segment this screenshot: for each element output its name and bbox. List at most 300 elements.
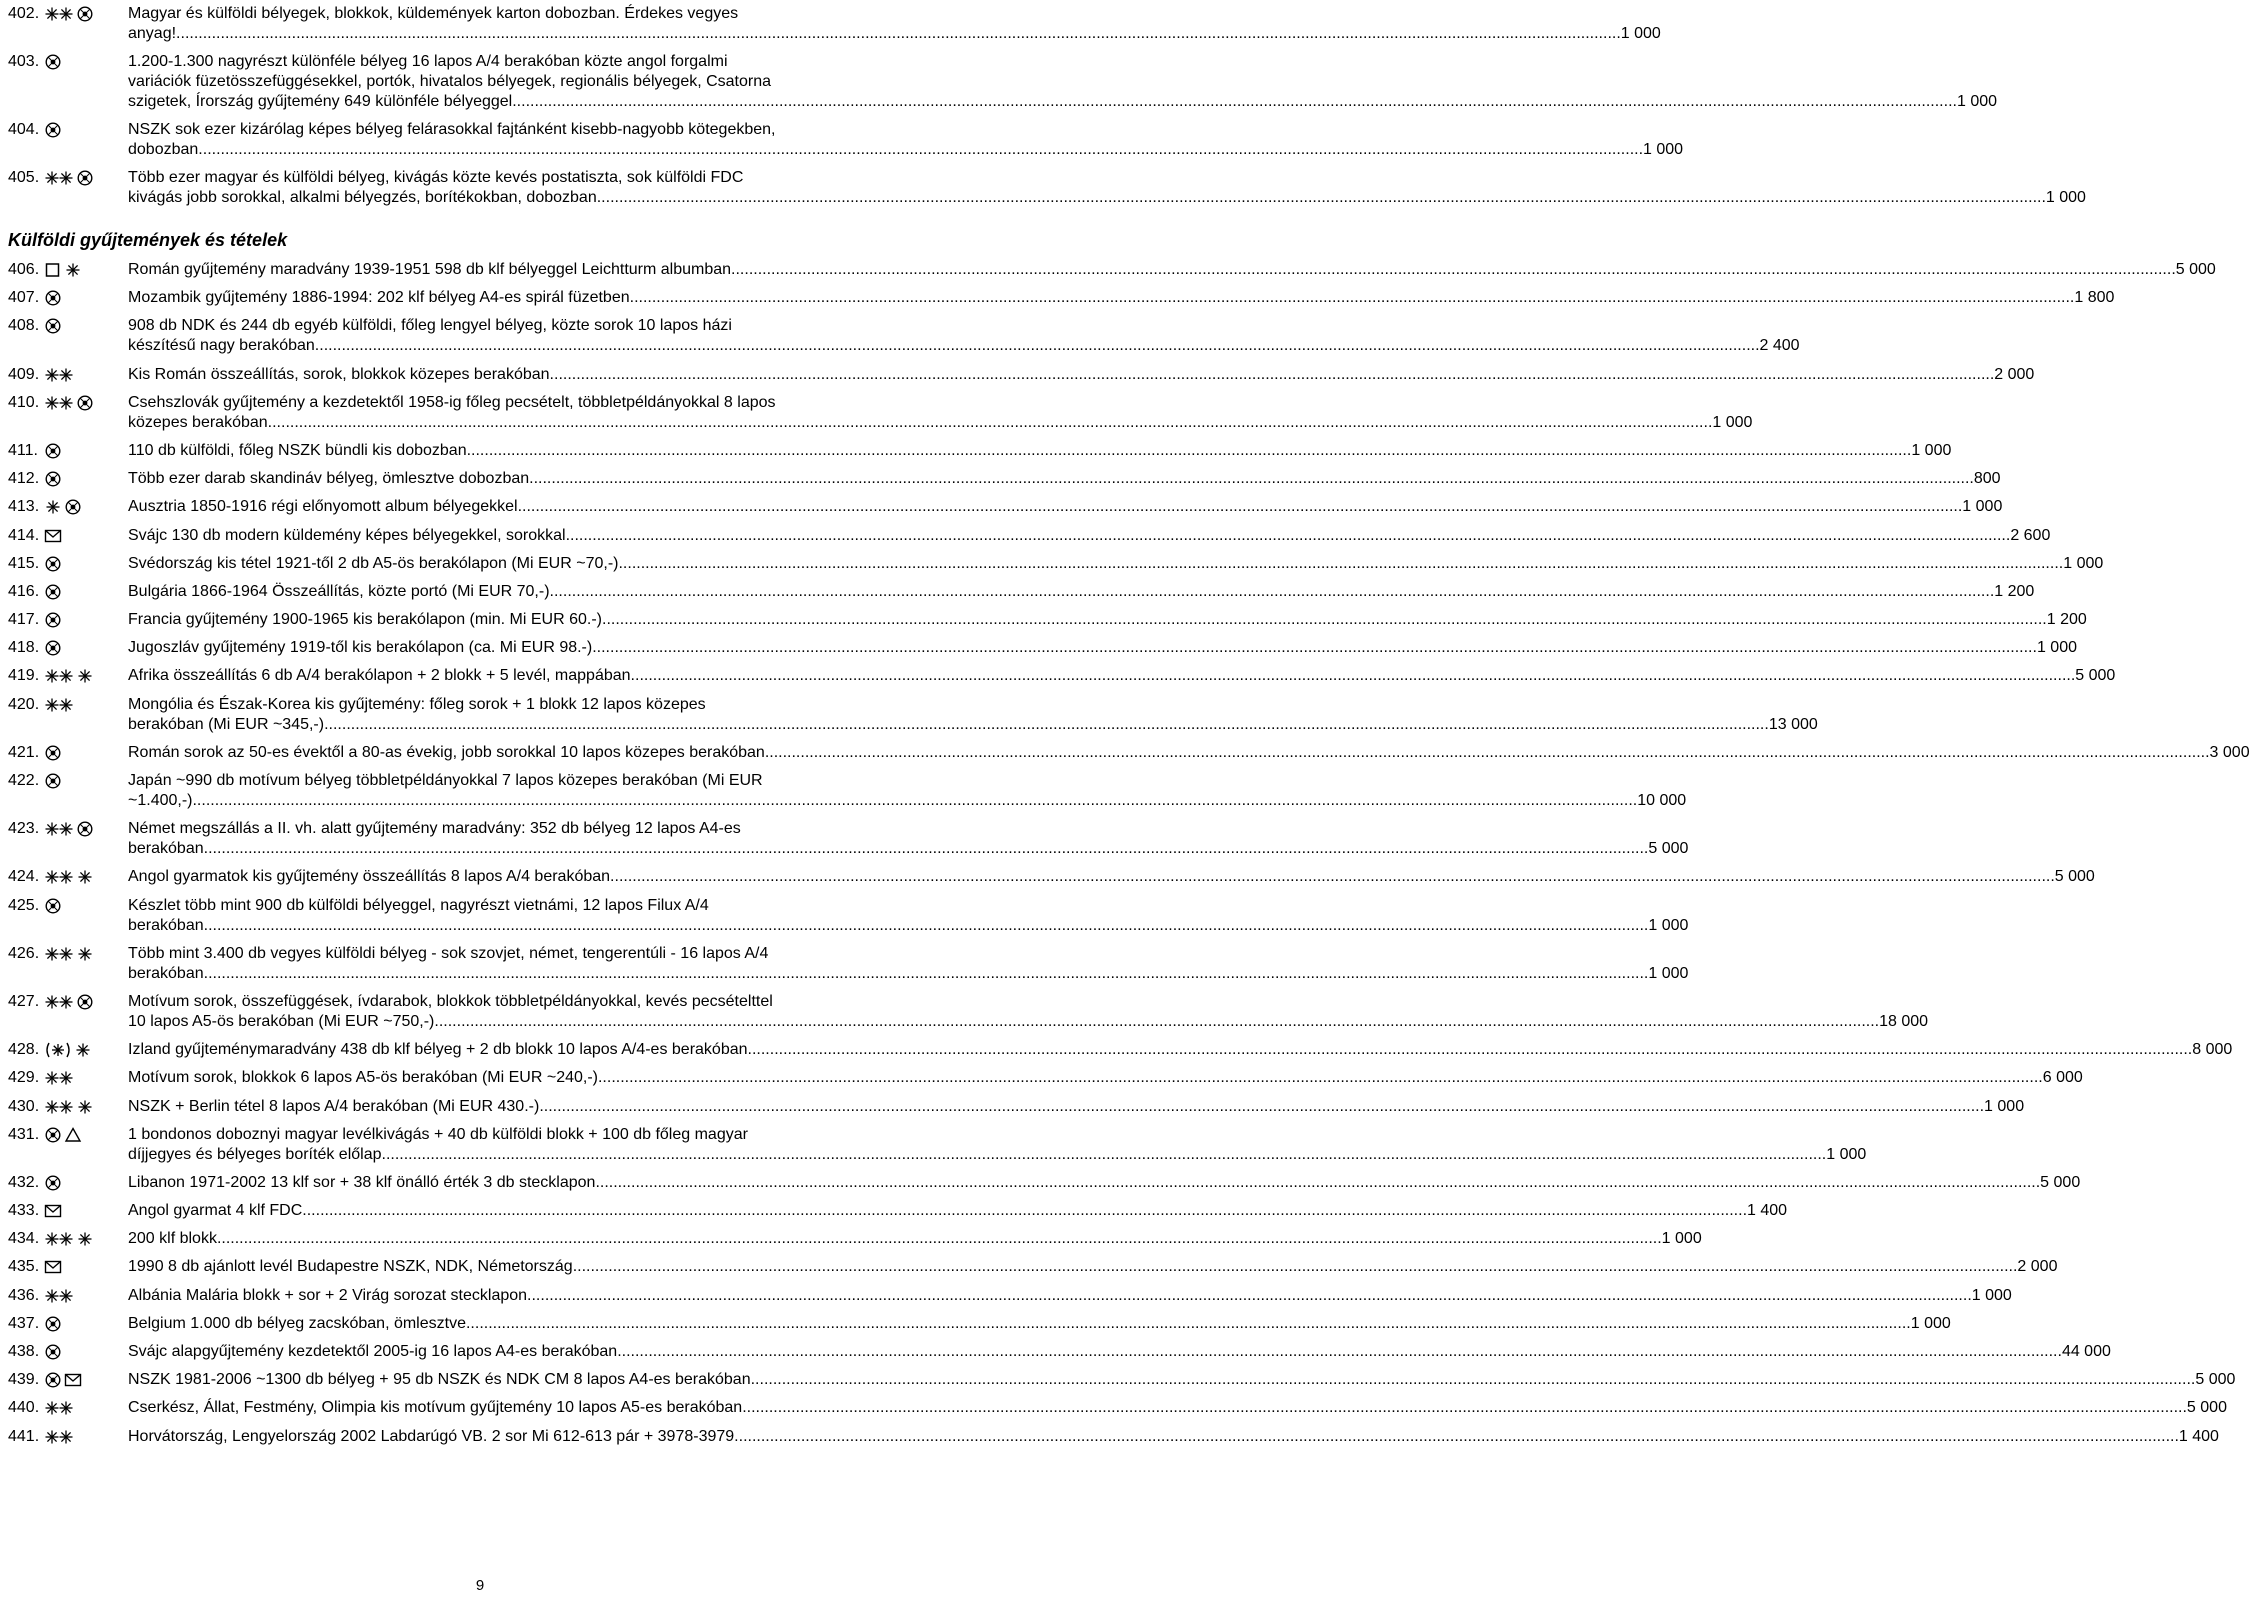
- lot-condition-symbols: [44, 441, 128, 461]
- lot-item: [8, 1342, 2111, 1362]
- lot-description: [128, 4, 1661, 44]
- lot-condition-symbols: [44, 1068, 128, 1088]
- envelope-icon: [44, 527, 62, 545]
- lot-item: [8, 1398, 2227, 1418]
- lot-price: 1 000: [1648, 964, 1689, 982]
- lot-condition-symbols: [44, 526, 128, 546]
- lot-description-last-line: kivágás jobb sorokkal, alkalmi bélyegzés, borítékokban, dobozban.: [128, 189, 602, 206]
- lot-number: 410.: [8, 393, 40, 411]
- lot-item: [8, 52, 1998, 112]
- lot-condition-symbols: [44, 554, 128, 574]
- lot-item: [8, 260, 2216, 280]
- leader-dots: [324, 715, 1769, 735]
- lot-description-last-line: Svédország kis tétel 1921-től 2 db A5-ös berakólapon (Mi EUR ~70,-): [128, 554, 619, 572]
- lot-description-last-line: Román gyűjtemény maradvány 1939-1951 598 db klf bélyeggel Leichtturm albumban: [128, 261, 732, 278]
- lot-condition-symbols: [44, 1229, 128, 1249]
- lot-price: 5 000: [1648, 840, 1689, 858]
- lot-condition-symbols: [44, 1257, 128, 1277]
- lot-description-line: NSZK sok ezer kizárólag képes bélyeg felárasokkal fajtánként kisebb-nagyobb kötegekben,: [128, 121, 776, 138]
- leader-dots: [198, 140, 1643, 160]
- lot-description-last-line: Libanon 1971-2002 13 klf sor + 38 klf önálló érték 3 db stecklapon: [128, 1173, 596, 1191]
- lot-item: [8, 867, 2095, 887]
- leader-dots: [631, 666, 2076, 686]
- lot-item: [8, 666, 2116, 686]
- lot-description-last-line: Izland gyűjteménymaradvány 438 db klf bélyeg + 2 db blokk 10 lapos A/4-es berakóban: [128, 1041, 748, 1059]
- lot-condition-symbols: [44, 1125, 128, 1145]
- lot-description: [128, 1125, 1866, 1165]
- lot-price: 1 400: [1747, 1202, 1788, 1220]
- lot-description-line: Mongólia és Észak-Korea kis gyűjtemény: főleg sorok + 1 blokk 12 lapos közepes: [128, 695, 706, 713]
- envelope-icon: [64, 1371, 82, 1389]
- leader-dots: [466, 1314, 1911, 1334]
- lot-condition-symbols: [44, 4, 128, 24]
- lot-description: [128, 867, 2095, 887]
- lot-item: [8, 1229, 1702, 1249]
- lot-description-last-line: berakóban (Mi EUR ~345,-): [128, 715, 325, 733]
- circle-icon: [44, 1371, 62, 1389]
- square-icon: [44, 261, 62, 279]
- lot-description-last-line: NSZK + Berlin tétel 8 lapos A/4 berakóban (Mi EUR 430.-): [128, 1097, 540, 1115]
- leader-dots: [382, 1145, 1827, 1165]
- lot-number: 425.: [8, 896, 40, 914]
- lot-price: 5 000: [2040, 1173, 2081, 1191]
- lot-description-last-line: díjjegyes és bélyeges boríték előlap: [128, 1145, 382, 1163]
- lot-description: [128, 638, 2077, 658]
- lot-item: [8, 1201, 1788, 1221]
- lot-description: [128, 610, 2087, 630]
- lot-description-last-line: Angol gyarmat 4 klf FDC: [128, 1202, 303, 1220]
- lot-condition-symbols: [44, 1342, 128, 1362]
- lot-number: 437.: [8, 1314, 40, 1332]
- lot-condition-symbols: [44, 1314, 128, 1334]
- lot-description: [128, 260, 2216, 280]
- stars-icon: [44, 667, 74, 685]
- leader-dots: [595, 1173, 2040, 1193]
- leader-dots: [434, 1012, 1879, 1032]
- lot-price: 1 000: [1910, 1314, 1951, 1332]
- lot-price: 10 000: [1637, 792, 1687, 809]
- lot-condition-symbols: [44, 497, 128, 517]
- lot-number: 408.: [8, 317, 40, 335]
- lot-description-line: Csehszlovák gyűjtemény a kezdetektől 1958-ig főleg pecsételt, többletpéldányokkal 8 lapos: [128, 393, 776, 411]
- lot-description-last-line: készítésű nagy berakóban: [128, 337, 315, 355]
- star-icon: [76, 1230, 94, 1248]
- lot-price: 5 000: [2175, 261, 2216, 278]
- lot-description-last-line: Afrika összeállítás 6 db A/4 berakólapon + 2 blokk + 5 levél, mappában: [128, 667, 631, 685]
- lot-number: 420.: [8, 695, 40, 713]
- leader-dots: [529, 469, 1974, 489]
- lot-description-last-line: Francia gyűjtemény 1900-1965 kis berakólapon (min. Mi EUR 60.-): [128, 611, 602, 629]
- paren-star-icon: [44, 1041, 72, 1059]
- leader-dots: [765, 743, 2210, 763]
- lot-description: [128, 1201, 1787, 1221]
- lot-description: [128, 896, 1688, 936]
- lot-condition-symbols: [44, 469, 128, 489]
- lot-item: [8, 1040, 2233, 1060]
- leader-dots: [610, 867, 2055, 887]
- lot-item: [8, 1097, 2025, 1117]
- lot-description: [128, 168, 2086, 208]
- lot-condition-symbols: [44, 260, 128, 280]
- envelope-icon: [44, 1202, 62, 1220]
- lot-price: 1 400: [2178, 1427, 2219, 1445]
- lot-item: [8, 1370, 2236, 1390]
- star-icon: [44, 498, 62, 516]
- lot-item: [8, 1068, 2083, 1088]
- lot-description-last-line: közepes berakóban: [128, 413, 268, 431]
- lot-price: 1 200: [2046, 611, 2087, 629]
- lot-price: 1 000: [1661, 1230, 1702, 1248]
- lot-number: 429.: [8, 1069, 40, 1087]
- circle-icon: [44, 611, 62, 629]
- lot-number: 432.: [8, 1173, 40, 1191]
- stars-icon: [44, 366, 74, 384]
- star-icon: [76, 667, 94, 685]
- leader-dots: [751, 1370, 2196, 1390]
- lot-price: 1 200: [1994, 582, 2035, 600]
- lot-condition-symbols: [44, 393, 128, 413]
- leader-dots: [748, 1040, 2193, 1060]
- lot-condition-symbols: [44, 365, 128, 385]
- leader-dots: [550, 365, 1995, 385]
- lot-price: 1 000: [1911, 441, 1952, 459]
- leader-dots: [731, 260, 2176, 280]
- lot-condition-symbols: [44, 582, 128, 602]
- lot-number: 417.: [8, 611, 40, 629]
- lot-number: 409.: [8, 365, 40, 383]
- lot-item: [8, 771, 1687, 811]
- star-icon: [76, 868, 94, 886]
- lot-description: [128, 1068, 2083, 1088]
- lot-number: 428.: [8, 1041, 40, 1059]
- lot-price: 1 000: [2036, 639, 2077, 657]
- lot-condition-symbols: [44, 638, 128, 658]
- lot-item: [8, 1125, 1867, 1165]
- circle-icon: [64, 498, 82, 516]
- lot-description: [128, 120, 1683, 160]
- lot-condition-symbols: [44, 52, 128, 72]
- lot-description-line: variációk füzetösszefüggésekkel, portók, hivatalos bélyegek, regionális bélyegek, Csatorna: [128, 73, 772, 90]
- circle-icon: [76, 820, 94, 838]
- lot-condition-symbols: [44, 743, 128, 763]
- lot-number: 431.: [8, 1125, 40, 1143]
- leader-dots: [527, 1286, 1972, 1306]
- lot-description: [128, 1040, 2232, 1060]
- stars-icon: [44, 993, 74, 1011]
- lot-item: [8, 316, 1800, 356]
- lot-number: 415.: [8, 554, 40, 572]
- stars-icon: [44, 696, 74, 714]
- lot-condition-symbols: [44, 819, 128, 839]
- circle-icon: [44, 53, 62, 71]
- stars-icon: [44, 1098, 74, 1116]
- stars-icon: [44, 1230, 74, 1248]
- leader-dots: [598, 1068, 2043, 1088]
- lot-price: 1 000: [1826, 1145, 1867, 1163]
- stars-icon: [44, 1287, 74, 1305]
- lot-item: [8, 393, 1753, 433]
- lot-description: [128, 316, 1800, 356]
- leader-dots: [217, 1229, 1662, 1249]
- lot-description: [128, 582, 2034, 602]
- star-icon: [74, 1041, 92, 1059]
- lot-number: 407.: [8, 289, 40, 307]
- lot-description: [128, 441, 1951, 461]
- lot-number: 418.: [8, 639, 40, 657]
- lot-number: 402.: [8, 5, 40, 22]
- lot-number: 414.: [8, 526, 40, 544]
- lot-number: 413.: [8, 498, 40, 516]
- lot-number: 430.: [8, 1097, 40, 1115]
- lot-condition-symbols: [44, 1173, 128, 1193]
- lot-description-last-line: Ausztria 1850-1916 régi előnyomott album bélyegekkel: [128, 498, 518, 516]
- lot-price: 18 000: [1879, 1012, 1929, 1030]
- page-number: 9: [475, 1577, 485, 1594]
- leader-dots: [315, 336, 1760, 356]
- lot-description-line: Több ezer magyar és külföldi bélyeg, kivágás közte kevés postatiszta, sok külföldi FDC: [128, 169, 744, 186]
- leader-dots: [601, 188, 2046, 208]
- lot-number: 411.: [8, 441, 38, 459]
- lot-condition-symbols: [44, 1040, 128, 1060]
- lot-number: 441.: [8, 1427, 40, 1445]
- lot-number: 426.: [8, 944, 40, 962]
- lot-item: [8, 896, 1689, 936]
- lot-number: 406.: [8, 261, 40, 278]
- lot-price: 1 000: [2045, 189, 2086, 206]
- lot-description: [128, 666, 2115, 686]
- circle-icon: [76, 993, 94, 1011]
- stars-icon: [44, 1069, 74, 1087]
- circle-icon: [76, 5, 94, 23]
- lot-item: [8, 1286, 2012, 1306]
- circle-icon: [44, 470, 62, 488]
- lot-price: 1 000: [1712, 413, 1753, 431]
- lot-description-line: Német megszállás a II. vh. alatt gyűjtemény maradvány: 352 db bélyeg 12 lapos A4-es: [128, 820, 741, 838]
- lot-item: [8, 944, 1689, 984]
- lot-item: [8, 819, 1689, 859]
- leader-dots: [550, 582, 1995, 602]
- lot-condition-symbols: [44, 1370, 128, 1390]
- lot-description: [128, 1342, 2111, 1362]
- lot-item: [8, 288, 2115, 308]
- lot-condition-symbols: [44, 992, 128, 1012]
- lot-description: [128, 695, 1818, 735]
- lot-condition-symbols: [44, 1398, 128, 1418]
- lot-description: [128, 554, 2103, 574]
- lot-description-line: Magyar és külföldi bélyegek, blokkok, küldemények karton dobozban. Érdekes vegyes: [128, 5, 739, 22]
- star-icon: [76, 945, 94, 963]
- lot-number: 403.: [8, 53, 40, 70]
- lot-item: [8, 695, 1818, 735]
- leader-dots: [618, 554, 2063, 574]
- circle-icon: [76, 169, 94, 187]
- lot-item: [8, 365, 2035, 385]
- lot-description-last-line: Albánia Malária blokk + sor + 2 Virág sorozat stecklapon: [128, 1286, 528, 1304]
- lot-description: [128, 497, 2002, 517]
- lot-description: [128, 743, 2250, 763]
- circle-icon: [44, 1343, 62, 1361]
- lot-description-line: Több mint 3.400 db vegyes külföldi bélyeg - sok szovjet, német, tengerentúli - 16 lapos A/4: [128, 944, 769, 962]
- lot-number: 427.: [8, 992, 40, 1010]
- lot-description-last-line: szigetek, Írország gyűjtemény 649 különféle bélyeggel: [128, 93, 513, 110]
- lot-condition-symbols: [44, 610, 128, 630]
- lot-number: 435.: [8, 1258, 40, 1276]
- lot-description-last-line: Cserkész, Állat, Festmény, Olimpia kis motívum gyűjtemény 10 lapos A5-es berakóban: [128, 1399, 743, 1417]
- lot-price: 1 000: [1956, 93, 1998, 110]
- lot-description-line: Készlet több mint 900 db külföldi bélyeggel, nagyrészt vietnámi, 12 lapos Filux A/4: [128, 896, 709, 914]
- lot-description-last-line: berakóban: [128, 916, 204, 934]
- lot-description-last-line: Kis Román összeállítás, sorok, blokkok közepes berakóban: [128, 365, 550, 383]
- lot-description-line: Japán ~990 db motívum bélyeg többletpéldányokkal 7 lapos közepes berakóban (Mi EUR: [128, 772, 763, 789]
- circle-icon: [76, 394, 94, 412]
- leader-dots: [268, 413, 1713, 433]
- lot-number: 405.: [8, 169, 40, 186]
- lot-description: [128, 393, 1752, 433]
- lot-number: 434.: [8, 1230, 40, 1248]
- stars-icon: [44, 169, 74, 187]
- lot-description-last-line: Motívum sorok, blokkok 6 lapos A5-ös berakóban (Mi EUR ~240,-): [128, 1069, 598, 1087]
- lot-price: 2 600: [2010, 526, 2051, 544]
- lot-description: [128, 819, 1688, 859]
- stars-icon: [44, 868, 74, 886]
- lot-price: 3 000: [2209, 743, 2250, 761]
- lot-condition-symbols: [44, 896, 128, 916]
- lot-description-line: 908 db NDK és 244 db egyéb külföldi, főleg lengyel bélyeg, közte sorok 10 lapos házi: [128, 317, 732, 335]
- lot-item: [8, 4, 1661, 44]
- leader-dots: [602, 610, 2047, 630]
- lot-description-last-line: berakóban: [128, 840, 204, 858]
- triangle-icon: [64, 1126, 82, 1144]
- lot-item: [8, 582, 2035, 602]
- lot-price: 6 000: [2042, 1069, 2083, 1087]
- lot-description: [128, 52, 1997, 112]
- circle-icon: [44, 772, 62, 790]
- lot-description-last-line: ~1.400,-): [128, 792, 193, 809]
- lot-description-last-line: Mozambik gyűjtemény 1886-1994: 202 klf bélyeg A4-es spirál füzetben: [128, 289, 630, 307]
- lot-item: [8, 992, 1929, 1032]
- leader-dots: [192, 791, 1637, 811]
- lot-description-last-line: Román sorok az 50-es évektől a 80-as évekig, jobb sorokkal 10 lapos közepes berakóban: [128, 743, 765, 761]
- lot-item: [8, 1173, 2081, 1193]
- leader-dots: [630, 288, 2075, 308]
- lot-number: 436.: [8, 1286, 40, 1304]
- lot-price: 800: [1973, 470, 2001, 488]
- lot-description: [128, 944, 1688, 984]
- circle-icon: [44, 639, 62, 657]
- lot-number: 439.: [8, 1371, 40, 1389]
- lot-price: 5 000: [2186, 1399, 2227, 1417]
- lot-item: [8, 1314, 1951, 1334]
- lot-number: 412.: [8, 470, 40, 488]
- lot-description-last-line: 10 lapos A5-ös berakóban (Mi EUR ~750,-): [128, 1012, 435, 1030]
- circle-icon: [44, 897, 62, 915]
- lot-item: [8, 638, 2077, 658]
- lot-description: [128, 1173, 2080, 1193]
- leader-dots: [204, 839, 1649, 859]
- lot-price: 1 000: [1984, 1097, 2025, 1115]
- lot-item: [8, 1427, 2219, 1447]
- lot-price: 1 800: [2074, 289, 2115, 307]
- lot-description-last-line: 200 klf blokk: [128, 1230, 217, 1248]
- lot-condition-symbols: [44, 944, 128, 964]
- lot-description-last-line: Svájc alapgyűjtemény kezdetektől 2005-ig 16 lapos A4-es berakóban: [128, 1343, 618, 1360]
- lot-price: 2 000: [2017, 1258, 2058, 1276]
- leader-dots: [176, 24, 1621, 44]
- lot-description: [128, 1229, 1702, 1249]
- lot-price: 2 000: [1994, 365, 2035, 383]
- lot-price: 1 000: [1648, 916, 1689, 934]
- leader-dots: [512, 92, 1957, 112]
- lot-condition-symbols: [44, 1097, 128, 1117]
- lot-description: [128, 771, 1686, 811]
- stars-icon: [44, 945, 74, 963]
- lot-list: [8, 260, 2250, 1455]
- lot-condition-symbols: [44, 1427, 128, 1447]
- lot-description: [128, 288, 2114, 308]
- lot-number: 422.: [8, 772, 40, 789]
- lot-description-last-line: Bulgária 1866-1964 Összeállítás, közte portó (Mi EUR 70,-): [128, 582, 550, 600]
- lot-item: [8, 469, 2001, 489]
- lot-description: [128, 992, 1928, 1032]
- lot-price: 1 000: [1962, 498, 2003, 516]
- lot-condition-symbols: [44, 1201, 128, 1221]
- lot-description-last-line: 110 db külföldi, főleg NSZK bündli kis dobozban: [128, 441, 467, 459]
- lot-description-last-line: anyag!: [128, 25, 177, 42]
- lot-price: 1 000: [1620, 25, 1661, 42]
- lot-price: 8 000: [2192, 1041, 2233, 1059]
- lot-condition-symbols: [44, 666, 128, 686]
- lot-description: [128, 1097, 2024, 1117]
- lot-price: 44 000: [2061, 1343, 2111, 1360]
- lot-item: [8, 610, 2087, 630]
- lot-description-line: 1 bondonos doboznyi magyar levélkivágás + 40 db külföldi blokk + 100 db főleg magyar: [128, 1125, 748, 1143]
- leader-dots: [742, 1398, 2187, 1418]
- circle-icon: [44, 1315, 62, 1333]
- lot-price: 5 000: [2075, 667, 2116, 685]
- lot-description-line: Motívum sorok, összefüggések, ívdarabok, blokkok többletpéldányokkal, kevés pecsételttel: [128, 992, 773, 1010]
- stars-icon: [44, 820, 74, 838]
- lot-number: 419.: [8, 667, 40, 685]
- leader-dots: [592, 638, 2037, 658]
- lot-item: [8, 441, 1952, 461]
- leader-dots: [302, 1201, 1747, 1221]
- lot-item: [8, 120, 1684, 160]
- lot-item: [8, 1257, 2058, 1277]
- lot-condition-symbols: [44, 288, 128, 308]
- lot-number: 416.: [8, 582, 40, 600]
- lot-description: [128, 526, 2050, 546]
- lot-item: [8, 526, 2051, 546]
- circle-icon: [44, 121, 62, 139]
- lot-description: [128, 1314, 1951, 1334]
- top-lot-list: [8, 4, 2086, 216]
- lot-item: [8, 554, 2104, 574]
- stars-icon: [44, 5, 74, 23]
- lot-description-last-line: berakóban: [128, 964, 204, 982]
- leader-dots: [539, 1097, 1984, 1117]
- lot-condition-symbols: [44, 771, 128, 791]
- lot-condition-symbols: [44, 316, 128, 336]
- circle-icon: [44, 583, 62, 601]
- lot-condition-symbols: [44, 1286, 128, 1306]
- circle-icon: [44, 442, 62, 460]
- lot-item: [8, 168, 2086, 208]
- lot-description: [128, 365, 2034, 385]
- lot-description: [128, 1370, 2235, 1390]
- lot-number: 423.: [8, 820, 40, 838]
- lot-description-last-line: dobozban: [128, 141, 199, 158]
- lot-number: 421.: [8, 743, 40, 761]
